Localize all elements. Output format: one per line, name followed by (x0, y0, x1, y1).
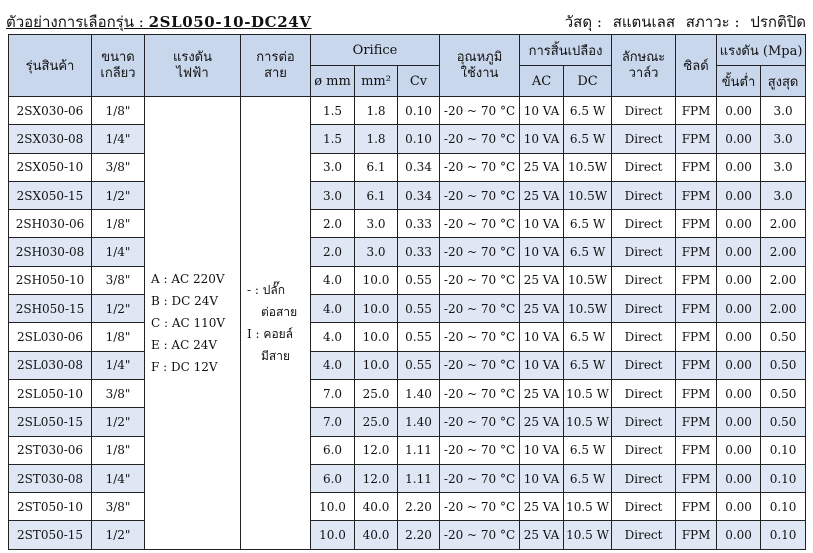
cell-power-ac: 25 VA (520, 266, 564, 294)
cell-model: 2SL050-10 (9, 379, 92, 407)
cell-orifice-mm: 1.5 (311, 125, 355, 153)
voltage-option: C : AC 110V (151, 315, 226, 330)
cell-model: 2ST030-06 (9, 436, 92, 464)
cell-valve: Direct (612, 97, 676, 125)
cell-power-dc: 6.5 W (564, 125, 612, 153)
cell-orifice-mm2: 6.1 (355, 153, 398, 181)
col-connection: การต่อ สาย (241, 35, 311, 97)
example-prefix: ตัวอย่างการเลือกรุ่น : (6, 13, 149, 31)
cell-size: 3/8" (92, 493, 145, 521)
cell-orifice-mm2: 10.0 (355, 266, 398, 294)
cell-orifice-mm: 2.0 (311, 238, 355, 266)
cell-temp: -20 ~ 70 °C (440, 351, 520, 379)
cell-orifice-mm: 4.0 (311, 351, 355, 379)
cell-valve: Direct (612, 493, 676, 521)
cell-power-dc: 10.5 W (564, 493, 612, 521)
cell-size: 1/8" (92, 323, 145, 351)
cell-seal: FPM (676, 436, 717, 464)
table-row (9, 408, 806, 436)
voltage-option: F : DC 12V (151, 359, 218, 374)
cell-pressure-max: 2.00 (761, 266, 806, 294)
cell-pressure-max: 0.50 (761, 408, 806, 436)
cell-model: 2ST050-15 (9, 521, 92, 549)
spec-table-body (9, 97, 806, 550)
cell-valve: Direct (612, 266, 676, 294)
cell-size: 1/2" (92, 181, 145, 209)
cell-model: 2ST050-10 (9, 493, 92, 521)
cell-temp: -20 ~ 70 °C (440, 97, 520, 125)
cell-pressure-min: 0.00 (717, 153, 761, 181)
cell-seal: FPM (676, 351, 717, 379)
cell-size: 1/8" (92, 97, 145, 125)
cell-orifice-mm2: 12.0 (355, 464, 398, 492)
connection-option: I : คอยล์ (247, 326, 294, 341)
cell-power-ac: 10 VA (520, 464, 564, 492)
cell-valve: Direct (612, 379, 676, 407)
col-orifice-mm: ø mm (311, 66, 355, 97)
cell-pressure-min: 0.00 (717, 97, 761, 125)
cell-pressure-max: 0.10 (761, 493, 806, 521)
cell-orifice-cv: 1.11 (398, 436, 440, 464)
col-pressure-max: สูงสุด (761, 66, 806, 97)
cell-orifice-mm: 7.0 (311, 379, 355, 407)
cell-size: 3/8" (92, 379, 145, 407)
cell-orifice-cv: 0.55 (398, 351, 440, 379)
cell-temp: -20 ~ 70 °C (440, 181, 520, 209)
connection-option: มีสาย (261, 348, 291, 363)
cell-pressure-min: 0.00 (717, 379, 761, 407)
cell-orifice-mm2: 25.0 (355, 379, 398, 407)
col-power: การสิ้นเปลือง (520, 35, 612, 66)
cell-power-ac: 25 VA (520, 408, 564, 436)
cell-power-dc: 6.5 W (564, 210, 612, 238)
cell-pressure-min: 0.00 (717, 125, 761, 153)
table-row (9, 97, 806, 125)
cell-valve: Direct (612, 295, 676, 323)
cell-valve: Direct (612, 464, 676, 492)
cell-orifice-mm: 4.0 (311, 266, 355, 294)
cell-valve: Direct (612, 181, 676, 209)
cell-size: 1/8" (92, 210, 145, 238)
cell-orifice-mm: 4.0 (311, 295, 355, 323)
cell-pressure-min: 0.00 (717, 464, 761, 492)
cell-power-dc: 6.5 W (564, 464, 612, 492)
cell-orifice-mm2: 1.8 (355, 97, 398, 125)
cell-temp: -20 ~ 70 °C (440, 210, 520, 238)
cell-power-ac: 10 VA (520, 351, 564, 379)
cell-pressure-min: 0.00 (717, 238, 761, 266)
col-orifice: Orifice (311, 35, 440, 66)
cell-pressure-min: 0.00 (717, 436, 761, 464)
cell-seal: FPM (676, 295, 717, 323)
col-model: รุ่นสินค้า (9, 35, 92, 97)
cell-orifice-cv: 1.40 (398, 379, 440, 407)
table-row (9, 181, 806, 209)
cell-size: 1/2" (92, 295, 145, 323)
material-value: สแตนเลส (612, 13, 675, 31)
cell-pressure-max: 3.0 (761, 97, 806, 125)
cell-seal: FPM (676, 181, 717, 209)
cell-orifice-mm: 3.0 (311, 181, 355, 209)
cell-pressure-max: 3.0 (761, 125, 806, 153)
table-row (9, 295, 806, 323)
cell-seal: FPM (676, 521, 717, 549)
cell-model: 2SL030-06 (9, 323, 92, 351)
cell-orifice-mm2: 6.1 (355, 181, 398, 209)
cell-pressure-max: 2.00 (761, 238, 806, 266)
cell-power-ac: 25 VA (520, 379, 564, 407)
example-model: 2SL050-10-DC24V (148, 13, 312, 31)
cell-orifice-mm: 7.0 (311, 408, 355, 436)
cell-model: 2SH050-10 (9, 266, 92, 294)
cell-pressure-min: 0.00 (717, 295, 761, 323)
cell-valve: Direct (612, 238, 676, 266)
cell-power-dc: 6.5 W (564, 351, 612, 379)
connection-option: - : ปลั๊ก (247, 282, 285, 297)
cell-seal: FPM (676, 238, 717, 266)
cell-power-dc: 6.5 W (564, 97, 612, 125)
cell-model: 2SX030-06 (9, 97, 92, 125)
col-temp: อุณหภูมิ ใช้งาน (440, 35, 520, 97)
cell-pressure-max: 0.50 (761, 379, 806, 407)
cell-orifice-cv: 0.10 (398, 125, 440, 153)
cell-power-ac: 10 VA (520, 323, 564, 351)
example-selection (6, 10, 312, 34)
cell-temp: -20 ~ 70 °C (440, 266, 520, 294)
cell-valve: Direct (612, 210, 676, 238)
cell-size: 1/8" (92, 436, 145, 464)
cell-temp: -20 ~ 70 °C (440, 379, 520, 407)
cell-model: 2SL050-15 (9, 408, 92, 436)
cell-model: 2SH030-08 (9, 238, 92, 266)
col-size: ขนาด เกลียว (92, 35, 145, 97)
cell-orifice-mm2: 40.0 (355, 493, 398, 521)
cell-orifice-mm: 6.0 (311, 464, 355, 492)
cell-model: 2SH030-06 (9, 210, 92, 238)
cell-power-dc: 10.5 W (564, 408, 612, 436)
cell-pressure-max: 3.0 (761, 181, 806, 209)
cell-size: 1/4" (92, 464, 145, 492)
cell-power-ac: 25 VA (520, 295, 564, 323)
voltage-option: E : AC 24V (151, 337, 218, 352)
cell-valve: Direct (612, 408, 676, 436)
cell-size: 1/2" (92, 408, 145, 436)
table-row (9, 210, 806, 238)
cell-pressure-min: 0.00 (717, 493, 761, 521)
cell-orifice-mm2: 10.0 (355, 323, 398, 351)
cell-model: 2SX050-15 (9, 181, 92, 209)
cell-pressure-min: 0.00 (717, 181, 761, 209)
cell-orifice-mm2: 1.8 (355, 125, 398, 153)
cell-pressure-max: 2.00 (761, 210, 806, 238)
cell-temp: -20 ~ 70 °C (440, 464, 520, 492)
cell-power-dc: 10.5W (564, 266, 612, 294)
cell-orifice-mm2: 40.0 (355, 521, 398, 549)
cell-orifice-mm: 4.0 (311, 323, 355, 351)
table-row (9, 379, 806, 407)
state-value: ปรกติปิด (750, 13, 806, 31)
cell-pressure-min: 0.00 (717, 351, 761, 379)
cell-pressure-min: 0.00 (717, 521, 761, 549)
material-label: วัสดุ : (564, 13, 602, 31)
cell-orifice-mm2: 12.0 (355, 436, 398, 464)
connection-option: ต่อสาย (261, 304, 298, 319)
cell-orifice-cv: 2.20 (398, 521, 440, 549)
cell-model: 2SH050-15 (9, 295, 92, 323)
cell-valve: Direct (612, 436, 676, 464)
table-row (9, 238, 806, 266)
cell-seal: FPM (676, 210, 717, 238)
cell-power-ac: 10 VA (520, 238, 564, 266)
material-state (559, 10, 806, 34)
cell-temp: -20 ~ 70 °C (440, 436, 520, 464)
cell-power-dc: 10.5W (564, 295, 612, 323)
table-row (9, 266, 806, 294)
cell-power-ac: 25 VA (520, 153, 564, 181)
cell-orifice-mm2: 3.0 (355, 210, 398, 238)
cell-orifice-mm: 6.0 (311, 436, 355, 464)
cell-temp: -20 ~ 70 °C (440, 153, 520, 181)
table-row (9, 464, 806, 492)
cell-orifice-cv: 0.55 (398, 266, 440, 294)
cell-orifice-mm: 10.0 (311, 493, 355, 521)
cell-pressure-min: 0.00 (717, 210, 761, 238)
col-orifice-cv: Cv (398, 66, 440, 97)
cell-power-dc: 10.5 W (564, 379, 612, 407)
cell-size: 3/8" (92, 266, 145, 294)
cell-pressure-max: 0.10 (761, 436, 806, 464)
cell-power-ac: 25 VA (520, 181, 564, 209)
cell-orifice-cv: 0.55 (398, 295, 440, 323)
cell-orifice-mm2: 25.0 (355, 408, 398, 436)
cell-orifice-mm2: 10.0 (355, 295, 398, 323)
cell-temp: -20 ~ 70 °C (440, 521, 520, 549)
cell-seal: FPM (676, 125, 717, 153)
col-orifice-mm2: mm² (355, 66, 398, 97)
cell-power-ac: 25 VA (520, 521, 564, 549)
cell-valve: Direct (612, 153, 676, 181)
cell-temp: -20 ~ 70 °C (440, 493, 520, 521)
cell-pressure-max: 0.50 (761, 351, 806, 379)
cell-pressure-max: 2.00 (761, 295, 806, 323)
cell-power-ac: 10 VA (520, 125, 564, 153)
cell-power-dc: 10.5W (564, 153, 612, 181)
cell-orifice-cv: 1.40 (398, 408, 440, 436)
cell-orifice-mm: 3.0 (311, 153, 355, 181)
cell-temp: -20 ~ 70 °C (440, 408, 520, 436)
voltage-option: B : DC 24V (151, 293, 219, 308)
cell-orifice-cv: 0.55 (398, 323, 440, 351)
cell-model: 2SL030-08 (9, 351, 92, 379)
header-row-1 (9, 35, 806, 66)
table-row (9, 351, 806, 379)
cell-valve: Direct (612, 125, 676, 153)
cell-power-ac: 10 VA (520, 436, 564, 464)
cell-temp: -20 ~ 70 °C (440, 125, 520, 153)
table-row (9, 436, 806, 464)
cell-seal: FPM (676, 379, 717, 407)
cell-power-dc: 6.5 W (564, 436, 612, 464)
cell-size: 1/4" (92, 125, 145, 153)
col-power-dc: DC (564, 66, 612, 97)
cell-orifice-cv: 0.33 (398, 238, 440, 266)
cell-power-dc: 10.5W (564, 181, 612, 209)
cell-seal: FPM (676, 493, 717, 521)
cell-voltage-options (145, 97, 241, 550)
cell-size: 1/2" (92, 521, 145, 549)
cell-orifice-mm2: 10.0 (355, 351, 398, 379)
cell-orifice-mm2: 3.0 (355, 238, 398, 266)
cell-model: 2SX050-10 (9, 153, 92, 181)
cell-model: 2ST030-08 (9, 464, 92, 492)
cell-power-dc: 6.5 W (564, 238, 612, 266)
cell-orifice-cv: 0.34 (398, 153, 440, 181)
col-power-ac: AC (520, 66, 564, 97)
col-pressure: แรงดัน (Mpa) (717, 35, 806, 66)
cell-seal: FPM (676, 97, 717, 125)
cell-orifice-cv: 0.10 (398, 97, 440, 125)
cell-size: 1/4" (92, 238, 145, 266)
cell-seal: FPM (676, 408, 717, 436)
cell-temp: -20 ~ 70 °C (440, 323, 520, 351)
cell-orifice-mm: 1.5 (311, 97, 355, 125)
cell-orifice-cv: 0.33 (398, 210, 440, 238)
cell-model: 2SX030-08 (9, 125, 92, 153)
state-label: สภาวะ : (685, 13, 740, 31)
cell-seal: FPM (676, 153, 717, 181)
cell-power-ac: 25 VA (520, 493, 564, 521)
cell-pressure-max: 3.0 (761, 153, 806, 181)
table-row (9, 493, 806, 521)
cell-pressure-min: 0.00 (717, 266, 761, 294)
cell-orifice-cv: 0.34 (398, 181, 440, 209)
cell-size: 1/4" (92, 351, 145, 379)
cell-seal: FPM (676, 266, 717, 294)
cell-orifice-cv: 1.11 (398, 464, 440, 492)
col-pressure-min: ขั้นต่ำ (717, 66, 761, 97)
cell-size: 3/8" (92, 153, 145, 181)
cell-seal: FPM (676, 323, 717, 351)
cell-pressure-max: 0.10 (761, 464, 806, 492)
table-row (9, 153, 806, 181)
cell-pressure-min: 0.00 (717, 408, 761, 436)
table-row (9, 521, 806, 549)
cell-valve: Direct (612, 521, 676, 549)
cell-orifice-mm: 10.0 (311, 521, 355, 549)
spec-table (8, 34, 806, 550)
col-seal: ซิลด์ (676, 35, 717, 97)
cell-temp: -20 ~ 70 °C (440, 238, 520, 266)
cell-pressure-max: 0.10 (761, 521, 806, 549)
cell-power-dc: 10.5 W (564, 521, 612, 549)
cell-pressure-min: 0.00 (717, 323, 761, 351)
cell-pressure-max: 0.50 (761, 323, 806, 351)
cell-connection-options (241, 97, 311, 550)
cell-seal: FPM (676, 464, 717, 492)
table-row (9, 323, 806, 351)
cell-valve: Direct (612, 351, 676, 379)
cell-temp: -20 ~ 70 °C (440, 295, 520, 323)
cell-power-dc: 6.5 W (564, 323, 612, 351)
cell-valve: Direct (612, 323, 676, 351)
col-voltage: แรงดัน ไฟฟ้า (145, 35, 241, 97)
header-bar (6, 6, 808, 32)
table-row (9, 125, 806, 153)
cell-power-ac: 10 VA (520, 97, 564, 125)
cell-orifice-mm: 2.0 (311, 210, 355, 238)
col-valve: ลักษณะ วาล์ว (612, 35, 676, 97)
voltage-option: A : AC 220V (151, 271, 225, 286)
cell-power-ac: 10 VA (520, 210, 564, 238)
cell-orifice-cv: 2.20 (398, 493, 440, 521)
